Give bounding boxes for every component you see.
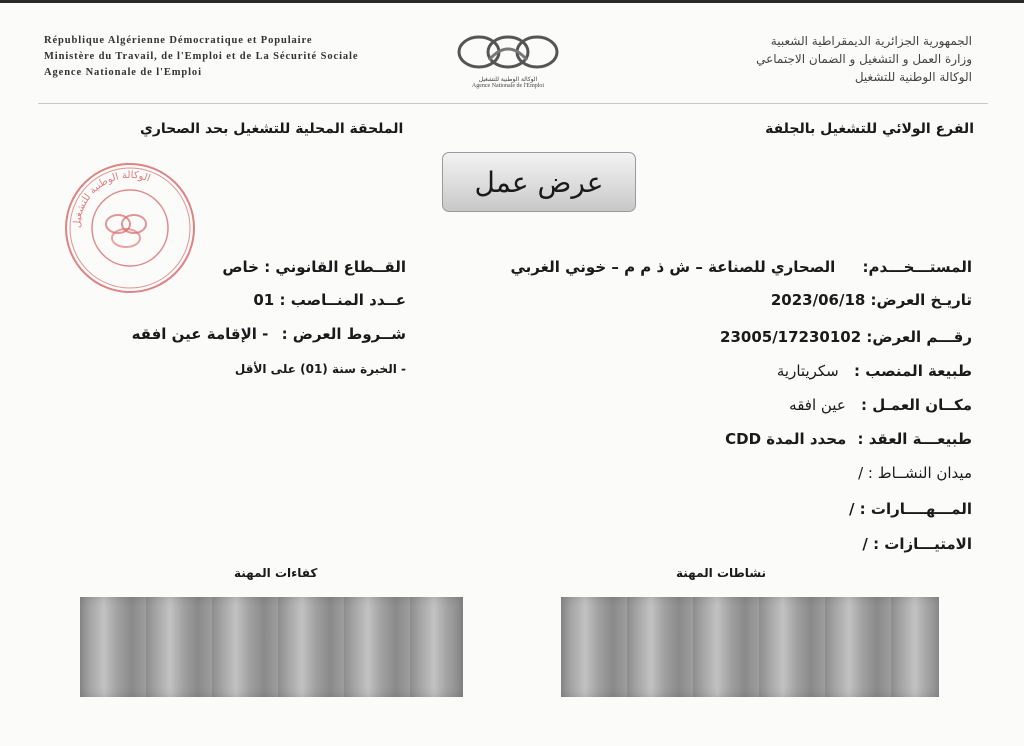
field-employer-label: المستـــخـــدم: <box>862 258 972 276</box>
field-workplace <box>789 396 972 414</box>
field-offer-number <box>720 328 972 346</box>
header-fr-line-1: République Algérienne Démocratique et Populaire <box>44 35 313 46</box>
field-activity-field-value: / <box>858 464 864 482</box>
field-activity-field-label: ميدان النشــاط : <box>867 464 972 482</box>
logo-french-text: Agence Nationale de l'Emploi <box>471 83 545 89</box>
field-position-type-label: طبيعة المنصب : <box>854 362 972 380</box>
activities-redacted-box <box>561 597 939 697</box>
header-fr-line-2: Ministère du Travail, de l'Emploi et de La Sécurité Sociale <box>44 51 359 62</box>
field-offer-conditions <box>132 325 406 343</box>
field-positions-count-value: 01 <box>253 291 275 309</box>
document-title: عرض عمل <box>474 165 604 199</box>
header-french <box>44 33 358 81</box>
field-offer-number-value: 23005/17230102 <box>720 328 862 346</box>
field-activity-field <box>858 464 972 482</box>
top-border <box>0 0 1024 3</box>
section-activities-title: نشاطات المهنة <box>676 566 767 580</box>
competencies-redacted-box <box>80 597 463 697</box>
field-legal-sector-label: القــطاع القانوني : <box>264 258 406 276</box>
field-skills-label: المـــهــــارات : <box>859 500 972 518</box>
header-ar-line-3: الوكالة الوطنية للتشغيل <box>854 70 972 84</box>
field-contract-type-value: محدد المدة CDD <box>725 430 847 448</box>
field-benefits-value: / <box>862 535 868 553</box>
header-fr-line-3: Agence Nationale de l'Emploi <box>44 67 202 78</box>
official-stamp <box>62 160 198 296</box>
field-contract-type-label: طبيعـــة العقد : <box>857 430 972 448</box>
field-benefits-label: الامتيـــازات : <box>873 535 972 553</box>
field-offer-conditions-label: شــروط العرض : <box>281 325 406 343</box>
branch-office: الفرع الولائي للتشغيل بالجلفة <box>765 121 974 137</box>
field-workplace-label: مكــان العمـل : <box>861 396 972 414</box>
field-position-type-value: سكريتارية <box>776 362 839 380</box>
agency-logo <box>448 30 568 98</box>
agency-logo-icon <box>449 30 567 74</box>
field-employer <box>511 258 973 276</box>
header-ar-line-1: الجمهورية الجزائرية الديمقراطية الشعبية <box>770 34 972 48</box>
header-arabic <box>756 32 972 86</box>
field-positions-count <box>253 291 406 309</box>
header-ar-line-2: وزارة العمل و التشغيل و الضمان الاجتماعي <box>756 52 972 66</box>
field-position-type <box>777 362 972 380</box>
field-benefits <box>862 535 972 553</box>
field-contract-type <box>725 430 972 448</box>
field-workplace-value: عين افقه <box>789 396 846 414</box>
field-positions-count-label: عــدد المنــاصب : <box>279 291 406 309</box>
field-legal-sector <box>222 258 406 276</box>
field-offer-date-value: 2023/06/18 <box>770 291 866 309</box>
field-skills <box>849 500 972 518</box>
document-title-box <box>442 152 636 212</box>
svg-text:الوكالة الوطنية للتشغيل <box>72 170 152 228</box>
header-divider <box>38 103 988 104</box>
field-legal-sector-value: خاص <box>222 258 259 276</box>
field-offer-conditions-value: - الإقامة عين افقه <box>131 325 269 343</box>
section-competencies-title: كفاءات المهنة <box>234 566 318 580</box>
field-offer-number-label: رقـــم العرض: <box>866 328 972 346</box>
logo-arabic-text: الوكالة الوطنية للتشغيل <box>478 76 538 83</box>
stamp-ring-text: الوكالة الوطنية للتشغيل <box>71 169 152 229</box>
field-experience-condition <box>235 362 406 376</box>
field-experience-condition-value: - الخبرة سنة (01) على الأقل <box>234 362 406 376</box>
field-offer-date <box>771 291 972 309</box>
field-employer-value: الصحاري للصناعة – ش ذ م م – خوني الغربي <box>510 258 836 276</box>
local-annex: الملحقة المحلية للتشغيل بحد الصحاري <box>140 121 404 137</box>
field-offer-date-label: تاريـخ العرض: <box>870 291 972 309</box>
field-skills-value: / <box>848 500 855 518</box>
